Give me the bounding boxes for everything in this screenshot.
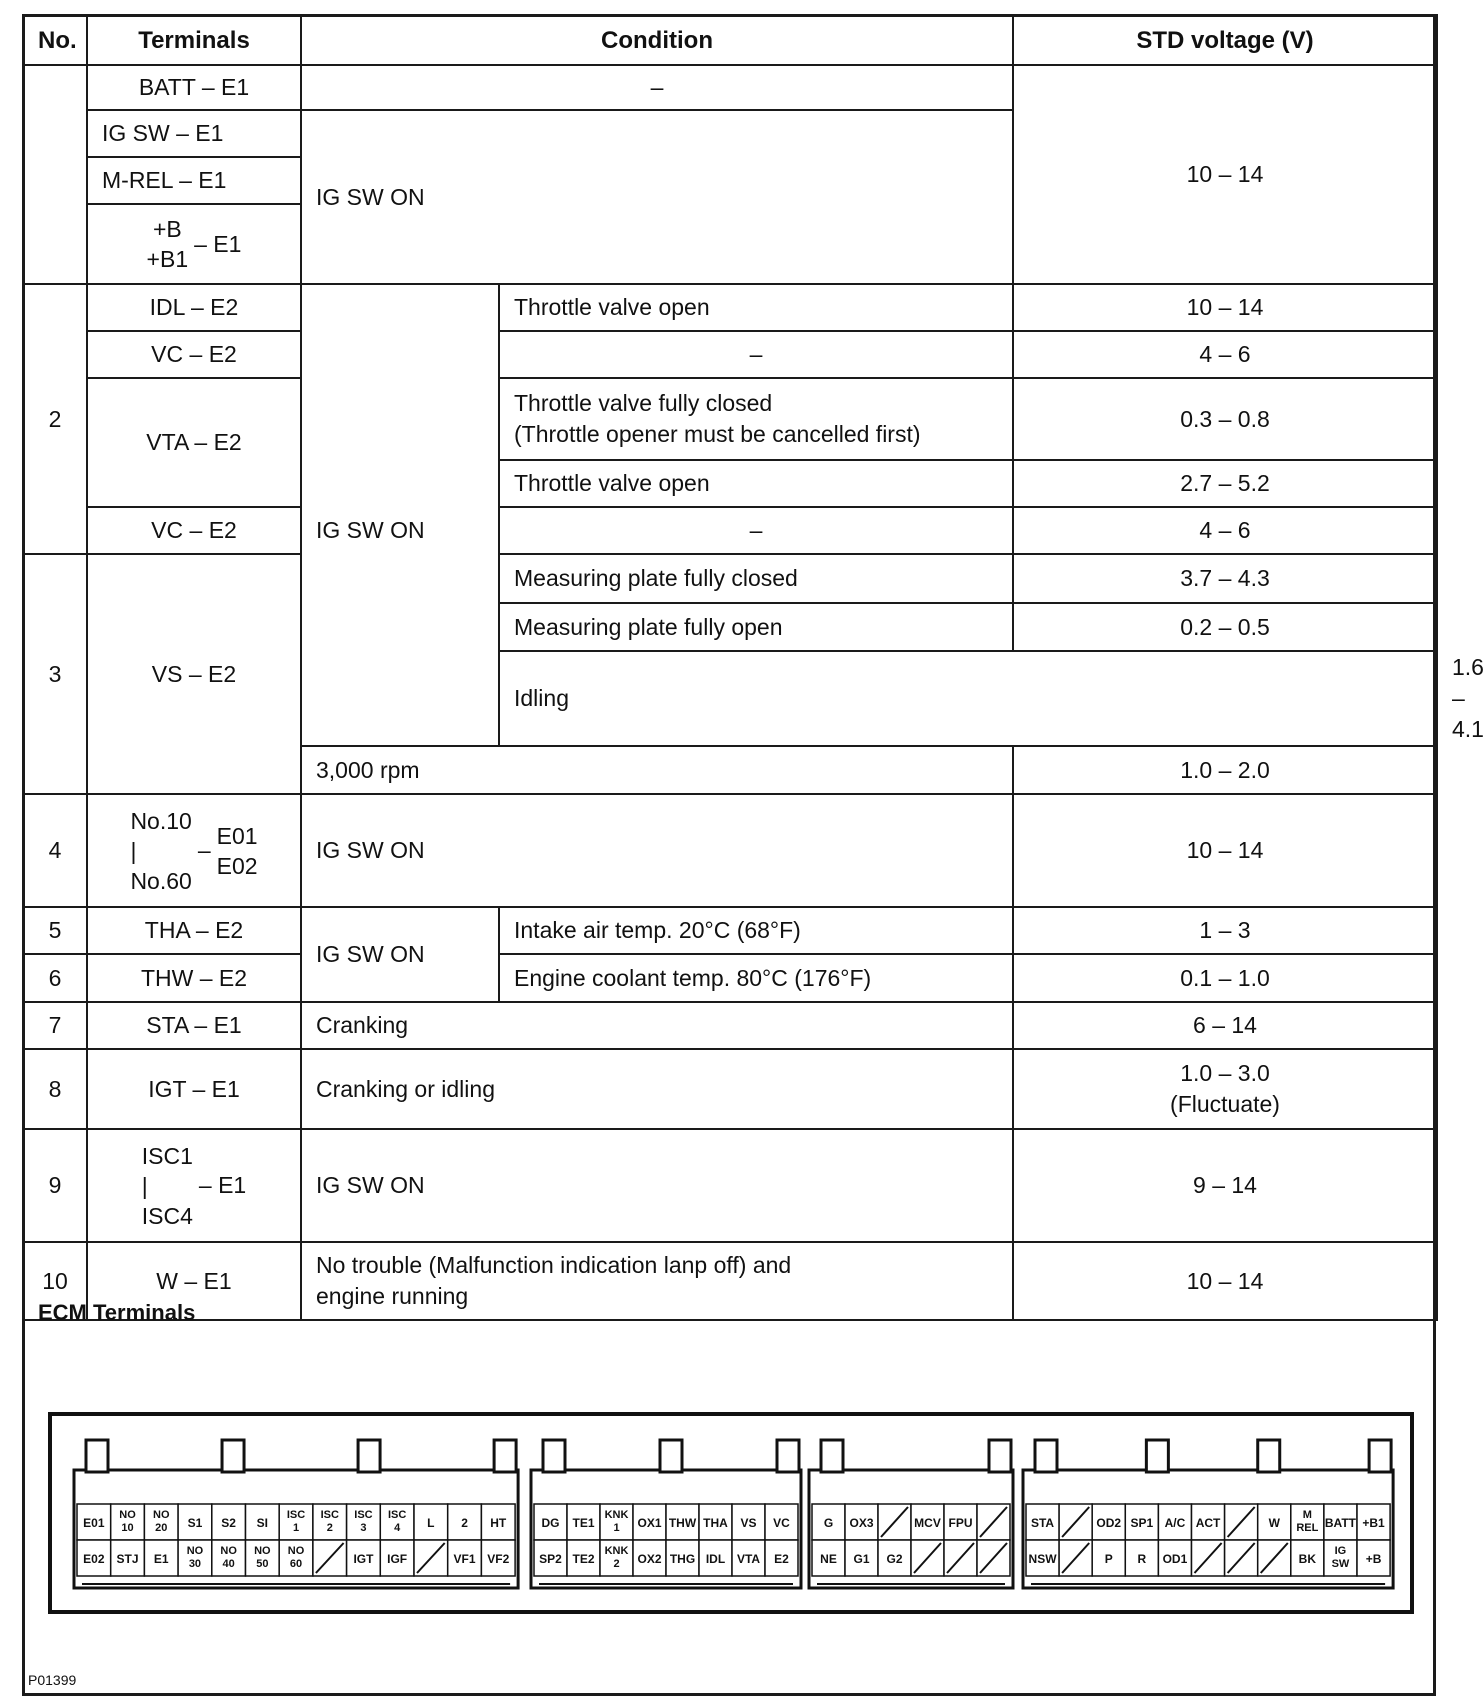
terminal-pin-label: NO — [287, 1545, 305, 1557]
terminal-pin-label: NO — [153, 1509, 170, 1521]
connector-latch-tab — [1035, 1440, 1057, 1472]
terminal-pin-label: 30 — [188, 1558, 202, 1570]
terminal-cell: BATT – E1 — [87, 65, 301, 110]
connector-latch-tab — [989, 1440, 1011, 1472]
terminal-pin-label: HT — [490, 1516, 507, 1530]
terminal-pin-label: THW — [668, 1516, 697, 1530]
terminal-pin-label: TE2 — [572, 1552, 595, 1566]
connector-latch-tab — [1369, 1440, 1391, 1472]
terminal-pin-label: TE1 — [572, 1516, 595, 1530]
voltage-cell: 0.1 – 1.0 — [1013, 954, 1437, 1002]
terminal-pin-label: S1 — [187, 1516, 203, 1530]
connector-latch-tab — [1146, 1440, 1168, 1472]
terminal-cell: VTA – E2 — [87, 378, 301, 507]
terminal-pin-label: OX2 — [637, 1552, 662, 1566]
terminal-pin-label: S2 — [221, 1516, 236, 1530]
terminal-pin-label: ISC — [354, 1509, 373, 1521]
voltage-cell: 2.7 – 5.2 — [1013, 460, 1437, 507]
terminal-cell: VS – E2 — [87, 554, 301, 794]
terminal-pin-label: SP1 — [1130, 1516, 1154, 1530]
terminal-cell: THA – E2 — [87, 907, 301, 954]
terminal-pin-label: L — [427, 1516, 435, 1530]
figure-id: P01399 — [28, 1672, 77, 1688]
sub-condition-cell: Throttle valve open — [499, 460, 1013, 507]
terminal-pin-label: 2 — [613, 1558, 620, 1570]
terminal-pin-label: E1 — [153, 1552, 169, 1566]
terminal-pin-label: M — [1302, 1509, 1312, 1521]
terminal-pin-label: +B — [1365, 1552, 1382, 1566]
condition-cell: – — [301, 65, 1013, 110]
condition-line: No trouble (Malfunction indication la​np off) and — [316, 1252, 792, 1278]
voltage-cell: 1 – 3 — [1013, 907, 1437, 954]
terminal-pin-label: 1 — [613, 1522, 620, 1534]
condition-cell: Cranking — [301, 1002, 1013, 1049]
terminal-pin-label: NO — [119, 1509, 136, 1521]
terminal-range-bar: | — [141, 1172, 148, 1199]
row-number: 4 — [23, 794, 87, 907]
sub-condition-cell: – — [499, 507, 1013, 554]
terminal-pin-label: NO — [220, 1545, 237, 1557]
condition-cell: IG SW ON — [301, 794, 1013, 907]
voltage-line: 1.0 – 3.0 — [1180, 1060, 1270, 1086]
terminal-pin-label: KNK — [604, 1545, 629, 1557]
terminal-cell: IGT – E1 — [87, 1049, 301, 1129]
terminal-pin-label: 60 — [289, 1558, 303, 1570]
terminal-pin-label: IG — [1334, 1545, 1347, 1557]
terminal-pin-label: NSW — [1028, 1552, 1057, 1566]
voltage-cell: 1.0 – 2.0 — [1013, 746, 1437, 794]
row-number: 8 — [23, 1049, 87, 1129]
terminal-b: +B — [152, 216, 182, 242]
voltage-cell: 10 – 14 — [1013, 1242, 1437, 1320]
terminal-pin-label: FPU — [948, 1516, 973, 1530]
condition-cell: IG SW ON — [301, 1129, 1013, 1242]
terminal-cell: IG SW – E1 — [87, 110, 301, 157]
voltage-cell: 0.2 – 0.5 — [1013, 603, 1437, 651]
terminal-pin-label: 10 — [121, 1522, 134, 1534]
terminal-pin-label: BK — [1298, 1552, 1317, 1566]
terminal-pin-label: 20 — [155, 1522, 168, 1534]
terminal-pin-label: VS — [740, 1516, 757, 1530]
voltage-cell: 10 – 14 — [1013, 65, 1437, 284]
terminal-pin-label: P — [1104, 1552, 1113, 1566]
sub-condition-line: (Throttle opener must be cancelled first) — [514, 421, 921, 447]
terminal-pin-label: KNK — [604, 1509, 629, 1521]
condition-cell: Idling — [499, 651, 1437, 746]
terminal-b1: +B1 — [146, 246, 189, 272]
terminal-pin-label: 2 — [461, 1516, 468, 1530]
connector-latch-tab — [358, 1440, 380, 1472]
terminal-pin-label: E01 — [83, 1516, 105, 1530]
terminal-pin-label: VF1 — [453, 1552, 476, 1566]
connector-latch-tab — [777, 1440, 799, 1472]
voltage-cell: 4 – 6 — [1013, 507, 1437, 554]
condition-cell: Cranking or idling — [301, 1049, 1013, 1129]
condition-cell: IG SW ON — [301, 110, 1013, 284]
sub-condition-cell: Intake air temp. 20°C (68°F) — [499, 907, 1013, 954]
row-number: 2 — [23, 284, 87, 554]
terminal-cell: W – E1 — [87, 1242, 301, 1320]
terminal-pin-label: E2 — [774, 1552, 789, 1566]
connector-latch-tab — [660, 1440, 682, 1472]
terminal-pin-label: VF2 — [487, 1552, 510, 1566]
terminal-ground: – E1 — [194, 230, 242, 257]
terminal-pin-label: OX3 — [849, 1516, 874, 1530]
terminal-cell: VC – E2 — [87, 331, 301, 378]
terminal-pin-label: IDL — [705, 1552, 726, 1566]
terminal-pin-label: DG — [541, 1516, 560, 1530]
terminal-e02: E02 — [216, 852, 258, 879]
terminal-pin-label: ISC — [387, 1509, 407, 1521]
terminal-pin-label: 1 — [292, 1522, 300, 1534]
header-terminals: Terminals — [87, 15, 301, 65]
terminal-pin-label: E02 — [83, 1552, 105, 1566]
terminal-pin-label: +B1 — [1362, 1516, 1385, 1530]
condition-cell: IG SW ON — [301, 907, 499, 1002]
terminal-pin-label: NO — [254, 1545, 271, 1557]
terminal-e01: E01 — [216, 822, 258, 849]
voltage-cell: 10 – 14 — [1013, 284, 1437, 331]
terminal-pin-label: SW — [1331, 1558, 1350, 1570]
terminal-isc4: ISC4 — [141, 1202, 193, 1229]
terminal-cell: VC – E2 — [87, 507, 301, 554]
row-number: 7 — [23, 1002, 87, 1049]
terminal-cell: M-REL – E1 — [87, 157, 301, 204]
terminal-pin-label: SI — [256, 1516, 269, 1530]
terminal-pin-label: ISC — [320, 1509, 339, 1521]
terminal-pin-label: ACT — [1195, 1516, 1221, 1530]
row-number: 3 — [23, 554, 87, 794]
condition-cell: IG SW ON — [301, 284, 499, 746]
sub-condition-line: Throttle valve fully closed — [514, 390, 773, 416]
terminal-pin-label: SP2 — [539, 1552, 562, 1566]
terminal-cell: IDL – E2 — [87, 284, 301, 331]
header-condition: Condition — [301, 15, 1013, 65]
terminal-pin-label: W — [1268, 1516, 1280, 1530]
terminal-pin-label: STJ — [116, 1552, 139, 1566]
terminal-pin-label: OD1 — [1162, 1552, 1188, 1566]
terminal-pin-label: 4 — [394, 1522, 401, 1534]
voltage-cell: 10 – 14 — [1013, 794, 1437, 907]
voltage-cell: 0.3 – 0.8 — [1013, 378, 1437, 460]
terminal-pin-label: 3 — [360, 1522, 367, 1534]
sub-condition-cell: Measuring plate fully closed — [499, 554, 1013, 603]
sub-condition-cell: Engine coolant temp. 80°C (176°F) — [499, 954, 1013, 1002]
sub-condition-cell: – — [499, 331, 1013, 378]
terminal-pin-label: THG — [669, 1552, 696, 1566]
row-number: 5 — [23, 907, 87, 954]
terminal-pin-label: STA — [1030, 1516, 1055, 1530]
terminal-pin-label: BATT — [1324, 1516, 1357, 1530]
terminal-pin-label: THA — [703, 1516, 728, 1530]
terminal-pin-label: VTA — [736, 1552, 761, 1566]
table-row: Idling 1.6 – 4.1 — [23, 651, 1437, 746]
voltage-note: (Fluctuate) — [1170, 1091, 1280, 1117]
connector-latch-tab — [821, 1440, 843, 1472]
terminal-pin-label: ISC — [286, 1509, 306, 1521]
connector-latch-tab — [543, 1440, 565, 1472]
connector-latch-tab — [1258, 1440, 1280, 1472]
terminal-pin-label: NE — [820, 1552, 837, 1566]
condition-line: engine running — [316, 1283, 469, 1309]
terminal-pin-label: IGT — [353, 1552, 374, 1566]
terminal-pin-label: MCV — [914, 1516, 941, 1530]
terminal-pin-label: IGF — [387, 1552, 408, 1566]
row-number: 9 — [23, 1129, 87, 1242]
terminal-ground: – E1 — [198, 1172, 247, 1198]
header-std-voltage: STD voltage (V) — [1013, 15, 1437, 65]
sub-condition-cell: Measuring plate fully open — [499, 603, 1013, 651]
voltage-cell: 6 – 14 — [1013, 1002, 1437, 1049]
sub-condition-cell: Throttle valve open — [499, 284, 1013, 331]
terminal-pin-label: REL — [1296, 1522, 1319, 1534]
terminal-pin-label: G2 — [886, 1552, 903, 1566]
terminal-pin-label: OX1 — [637, 1516, 662, 1530]
terminal-pin-label: G — [823, 1516, 834, 1530]
terminal-pin-label: VC — [773, 1516, 790, 1530]
voltage-cell: 4 – 6 — [1013, 331, 1437, 378]
voltage-cell: 3.7 – 4.3 — [1013, 554, 1437, 603]
terminal-pin-label: 2 — [326, 1522, 333, 1534]
terminal-dash: – — [197, 837, 211, 863]
connector-latch-tab — [494, 1440, 516, 1472]
voltage-cell: 9 – 14 — [1013, 1129, 1437, 1242]
terminal-pin-label: 50 — [256, 1558, 269, 1570]
row-number: 6 — [23, 954, 87, 1002]
ecm-terminals-title: ECM Terminals — [38, 1300, 196, 1325]
terminal-cell: STA – E1 — [87, 1002, 301, 1049]
terminal-no60: No.60 — [130, 867, 192, 894]
terminal-pin-label: OD2 — [1096, 1516, 1122, 1530]
terminal-pin-label: A/C — [1164, 1516, 1186, 1530]
terminal-isc1: ISC1 — [141, 1142, 193, 1169]
terminal-pin-label: NO — [186, 1545, 204, 1557]
condition-cell: 3,000 rpm — [301, 746, 1013, 794]
connector-latch-tab — [86, 1440, 108, 1472]
connector-latch-tab — [222, 1440, 244, 1472]
header-no: No. — [23, 15, 87, 65]
terminal-range-bar: | — [130, 837, 137, 864]
row-number: 10 — [23, 1242, 87, 1320]
terminal-no10: No.10 — [130, 807, 192, 834]
terminal-cell: THW – E2 — [87, 954, 301, 1002]
terminal-pin-label: G1 — [853, 1552, 870, 1566]
terminal-pin-label: 40 — [222, 1558, 235, 1570]
terminal-pin-label: R — [1137, 1552, 1147, 1566]
